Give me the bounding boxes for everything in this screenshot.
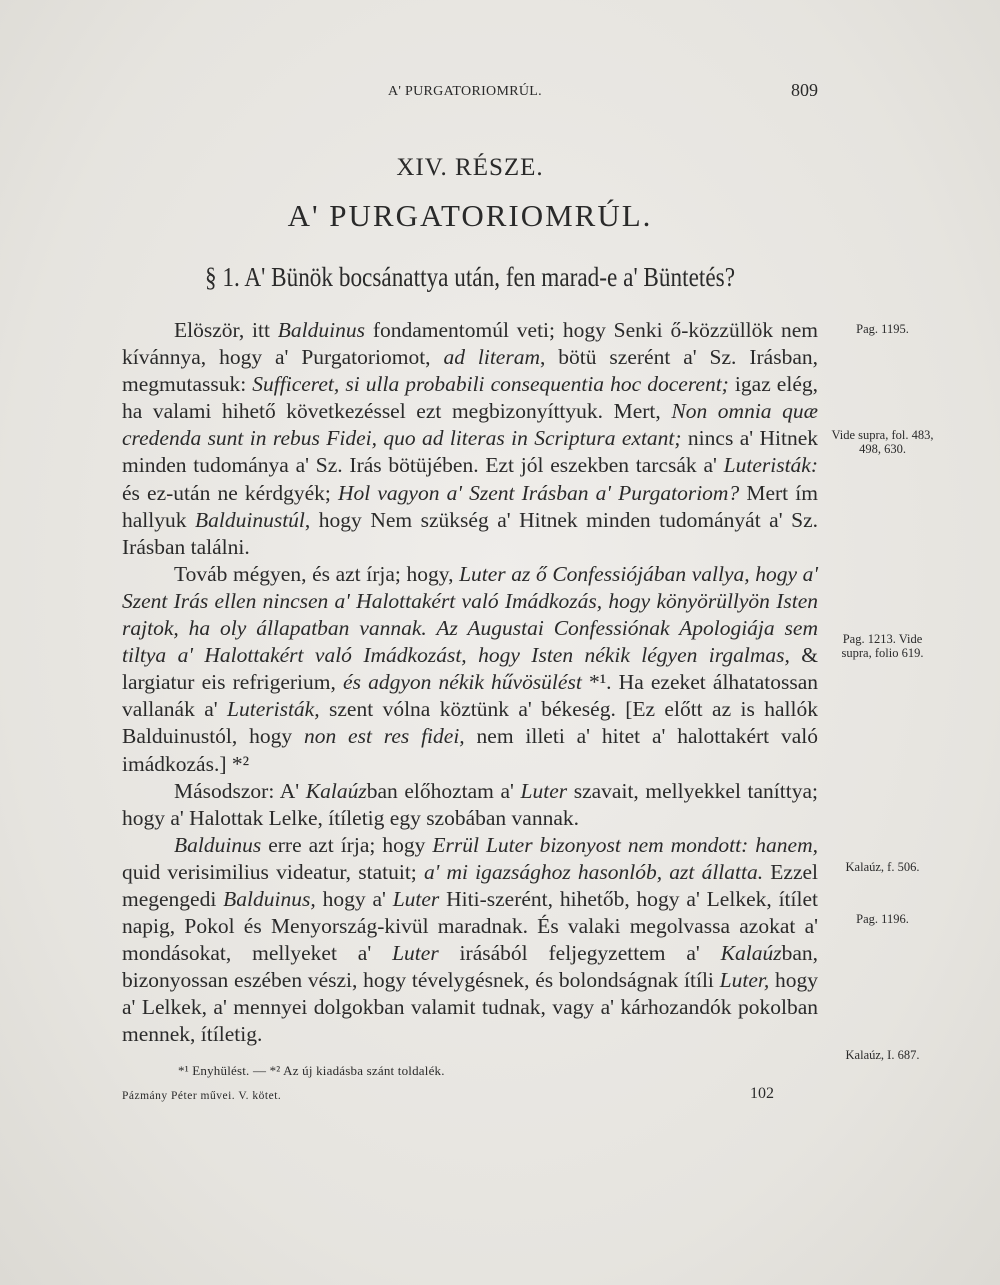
margin-note: Pag. 1195. <box>856 322 909 336</box>
sheet-number: 102 <box>750 1085 774 1102</box>
page-number: 809 <box>791 80 818 100</box>
body-text <box>122 317 818 1049</box>
paragraph-3: Másodszor: A' Kalaúzban előhoztam a' Luter szavait, mellyekkel taníttya; hogy a' Halottak Lelke, ítíletig egy szobában vannak. <box>122 778 818 830</box>
paragraph-4: Balduinus erre azt írja; hogy Errül Luter bizonyost nem mondott: hanem, quid verisimilius videatur, statuit; a' mi igazsághoz hasonlób, azt állatta. Ezzel megengedi Balduinus, hogy a' Luter Hiti-szerént, hihetőb, hogy a' Lelkek, ítílet napig, Pokol és Menyország-kivül maradnak. És valaki megolvassa azokat a' mondásokat, mellyeket a' Luter irásából feljegyzettem a' Kalaúzban, bizonyossan eszében vészi, hogy tévelygésnek, és bolondságnak ítíli Luter, hogy a' Lelkek, a' mennyei dolgokban valamit tudnak, vagy a' kárhozandók pokolban mennek, ítíletig. <box>122 832 819 1047</box>
footnote: *¹ Enyhülést. — *² Az új kiadásba szánt toldalék. <box>178 1063 445 1078</box>
paragraph-2: Továb mégyen, és azt írja; hogy, Luter az ő Confessiójában vallya, hogy a' Szent Irás ellen nincsen a' Halottakért való Imádkozás, hogy könyörüllyön Isten rajtok, ha oly állapatban vannak. Az Augustai Confessiónak Apologiája sem tiltya a' Halottakért való Imádkozást, hogy Isten nékik légyen irgalmas, & largiatur eis refrigerium, és adgyon nékik hűvösülést *¹. Ha ezeket álhatatossan vallanák a' Luteristák, szent vólna köztünk a' békeség. [Ez előtt az is hallók Balduinustól, hogy non est res fidei, nem illeti a' hitet a' halottakért való imádkozás.] *² <box>122 561 818 776</box>
margin-note: Kalaúz, f. 506. <box>845 860 920 874</box>
margin-note: Pag. 1213. Vide supra, folio 619. <box>841 632 924 660</box>
margin-note: Pag. 1196. <box>856 912 909 926</box>
margin-note: Kalaúz, I. 687. <box>845 1048 920 1062</box>
chapter-heading: XIV. RÉSZE. <box>396 154 544 181</box>
section-heading: § 1. A' Bünök bocsánattya után, fen marad-e a' Büntetés? <box>204 262 736 292</box>
chapter-title: A' PURGATORIOMRÚL. <box>287 198 653 233</box>
running-title: A' PURGATORIOMRÚL. <box>388 84 542 99</box>
paragraph-1: Elöször, itt Balduinus fondamentomúl veti; hogy Senki ő-közzüllök nem kívánnya, hogy a' Purgatoriomot, ad literam, bötü szerént a' Sz. Irásban, megmutassuk: Sufficeret, si ulla probabili consequentia hoc docerent; igaz elég, ha valami hihető következéssel ezt megbizonyíttyuk. Mert, Non omnia quæ credenda sunt in rebus Fidei, quo ad literas in Scriptura extant; nincs a' Hitnek minden tudománya a' Sz. Irás bötüjében. Ezt jól eszekben tarcsák a' Luteristák: és ez-után ne kérdgyék; Hol vagyon a' Szent Irásban a' Purgatoriom? Mert ím hallyuk Balduinustúl, hogy Nem szükség a' Hitnek minden tudományát a' Sz. Irásban találni. <box>122 318 818 559</box>
margin-note: Vide supra, fol. 483, 498, 630. <box>831 428 934 456</box>
running-head <box>120 80 820 104</box>
signature-line: Pázmány Péter művei. V. kötet. <box>122 1090 282 1102</box>
